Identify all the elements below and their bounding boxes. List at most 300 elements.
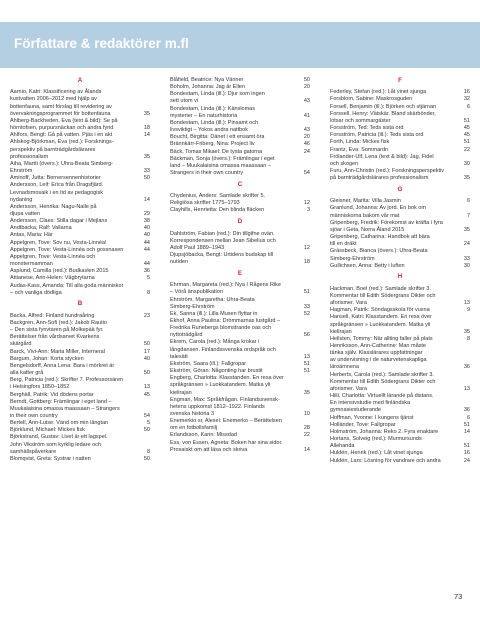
entry-line: Berg, Patricia (red.): Skrifter 7. Professorsären <box>10 377 124 384</box>
entry-page-number: 9 <box>466 307 470 314</box>
entry-line: Barck, Vivi-Ann: Maria Miller, Interneral <box>10 348 105 355</box>
entry-line: Berndt, Gottberg: Främlingar i eget land – <box>10 398 112 405</box>
entry-line: till en dräkt <box>330 241 357 248</box>
entry-line: – Vörå änspublikation <box>170 289 223 296</box>
entry-page-number: 50 <box>143 455 150 462</box>
entry-page-number: 8 <box>146 448 150 455</box>
entry-page-number: 45 <box>463 125 470 132</box>
index-entry <box>10 218 150 225</box>
entry-line: Backa, Alfred: Finland hundraåring <box>10 312 95 319</box>
entry-text <box>330 205 456 219</box>
entry-line: Appelgren, Tove: Vesta-Linnéa och <box>10 253 96 260</box>
entry-line: nydaning <box>10 196 33 203</box>
entry-line: Clayhills, Henrietta: Den blinda fläcken <box>170 207 265 214</box>
entry-text <box>330 111 456 125</box>
index-entry <box>10 456 150 463</box>
index-entry <box>170 440 310 454</box>
entry-text <box>10 399 136 420</box>
index-entry <box>10 268 150 275</box>
index-entry <box>330 220 470 234</box>
index-entry <box>170 368 310 375</box>
entry-page-number: 24 <box>463 457 470 464</box>
entry-line: tänka själv. Klasslärares uppfattningar <box>330 350 423 357</box>
index-entry <box>170 311 310 318</box>
entry-line: Kommentar till Edith Södergrans Dikter och <box>330 378 436 385</box>
entry-line: Korrespondensen mellan Jean Sibelius och <box>170 237 276 244</box>
entry-text <box>10 356 136 363</box>
entry-line: Aminoff, Jutta: Bernersennenhistorier <box>10 175 101 182</box>
entry-page-number: 12 <box>303 244 310 251</box>
entry-text <box>10 182 136 203</box>
entry-page-number: 13 <box>463 300 470 307</box>
index-entry <box>330 104 470 111</box>
index-entry <box>170 91 310 105</box>
entry-text <box>170 318 296 339</box>
index-entry <box>330 458 470 465</box>
entry-page-number: 40 <box>143 355 150 362</box>
entry-page-number: 54 <box>143 412 150 419</box>
entry-text <box>10 420 136 427</box>
entry-page-number: 6 <box>466 198 470 205</box>
entry-text <box>10 204 136 218</box>
entry-text <box>170 91 296 105</box>
entry-page-number: 54 <box>303 170 310 177</box>
index-column-2 <box>170 77 310 454</box>
entry-line: Björkstrand, Gustav: Livet är ett lagspel. <box>10 434 108 441</box>
entry-page-number: 50 <box>143 427 150 434</box>
entry-text <box>170 231 296 252</box>
entry-page-number: 7 <box>466 212 470 219</box>
index-entry <box>170 149 310 156</box>
index-entry <box>330 422 470 429</box>
entry-text <box>330 450 456 457</box>
entry-line: Hortans, Solveig (red.): Murmursunds <box>330 436 422 443</box>
entry-line: språkgränsen » Luokkatandem. Matka yli <box>170 382 271 389</box>
index-entry <box>170 84 310 91</box>
entry-text <box>10 240 136 247</box>
title-banner <box>0 22 480 68</box>
entry-line: Forth, Linda: Mickes fisk <box>330 139 390 146</box>
entry-text <box>10 132 136 139</box>
entry-text <box>10 247 136 254</box>
entry-page-number: 51 <box>463 139 470 146</box>
entry-line: Boholm, Johanna: Jag är Ellen <box>170 84 245 91</box>
entry-page-number: 16 <box>463 89 470 96</box>
entry-text <box>330 436 456 450</box>
entry-page-number: 51 <box>303 289 310 296</box>
entry-line: Huldén, Lars: Lösning för vandrare och andra <box>330 457 441 464</box>
entry-page-number: 13 <box>463 385 470 392</box>
index-entry <box>170 339 310 360</box>
entry-line: Ekström, Göran: Någonting har brustit <box>170 368 263 375</box>
section-letter-heading: A <box>77 77 83 84</box>
entry-line: Berghäll, Patrik: Vid dödens portar <box>10 391 94 398</box>
entry-line: Erlandsson, Karin: Missdad <box>170 432 237 439</box>
entry-page-number: 33 <box>463 255 470 262</box>
entry-line: Huldén, Henrik (red.): Låt vinet sjunga <box>330 450 423 457</box>
index-entry <box>330 139 470 146</box>
entry-text <box>10 275 136 282</box>
entry-text <box>330 286 456 307</box>
index-entry <box>170 193 310 207</box>
entry-line: kustvatten 2006–2012 med hjälp av <box>10 96 97 103</box>
section-letter-heading: C <box>237 180 243 188</box>
index-entry <box>10 356 150 363</box>
index-entry <box>330 415 470 422</box>
entry-line: Kommentar till Edith Södergrans Dikter och <box>330 292 436 299</box>
entry-page-number: 10 <box>303 411 310 418</box>
section-letter-heading: D <box>237 218 243 226</box>
entry-text <box>10 225 136 232</box>
entry-text <box>10 139 136 160</box>
entry-line: Holländer, Tove: Fallgropar <box>330 421 396 428</box>
entry-line: Prosaiskt om att läsa och skriva <box>170 446 248 453</box>
entry-text <box>330 248 456 262</box>
entry-text <box>10 254 136 268</box>
page-number: 73 <box>454 592 463 601</box>
entry-text <box>10 313 136 320</box>
index-entry <box>10 182 150 203</box>
entry-text <box>10 363 136 377</box>
entry-text <box>10 268 136 275</box>
entry-line: Boucht, Birgitta: Dänet i ett ensamt öra <box>170 134 265 141</box>
index-entry <box>10 363 150 377</box>
entry-page-number: 40 <box>143 232 150 239</box>
entry-page-number: 14 <box>143 132 150 139</box>
entry-line: Ahlberg-Backheden, Eva (text & bild): Se på <box>10 117 118 124</box>
entry-text <box>10 320 136 349</box>
entry-text <box>170 375 296 396</box>
entry-text <box>330 415 456 422</box>
entry-line: John Vikström som kyrklig ledare och <box>10 441 101 448</box>
entry-page-number: 45 <box>143 391 150 398</box>
entry-line: Attianese, Ann-Helen: Vägbrytarna <box>10 275 95 282</box>
entry-line: Ehrman, Margareta (red.): Nya I Rågens Rike <box>170 282 281 289</box>
entry-line: Aiha, Martti (övers.): Uhra-Beata Simberg- <box>10 160 114 167</box>
index-entry <box>330 132 470 139</box>
entry-page-number: 6 <box>466 414 470 421</box>
entry-line: En intensivstudie med finländska <box>330 400 411 407</box>
entry-line: människorna bakom vår mat <box>330 212 400 219</box>
entry-page-number: 14 <box>463 428 470 435</box>
entry-line: Ekström, Saara (ill.): Fallgropar <box>170 360 247 367</box>
entry-line: – Den sista fynvtaren på Molkepää fyr. <box>10 327 104 334</box>
entry-text <box>330 314 456 335</box>
entry-line: gymnasiestuderande <box>330 407 382 414</box>
section-letter-heading: E <box>237 269 243 277</box>
entry-text <box>10 349 136 356</box>
entry-line: Religiösa skrifter 1775–1793 <box>170 200 240 207</box>
entry-line: Hellsten, Tommy: När allting faller på plats <box>330 335 433 342</box>
index-entry <box>330 89 470 96</box>
entry-line: Gripenberg, Fredrik: Förekomst av kräfta i fyra <box>330 219 443 226</box>
index-entry <box>10 139 150 160</box>
entry-line: Muukalaisina omassa maassaan – Strangers <box>10 405 120 412</box>
entry-page-number: 36 <box>463 407 470 414</box>
index-entry <box>170 207 310 214</box>
entry-line: perspektiv på barnträdgårdslärares <box>10 146 96 153</box>
index-entry <box>10 434 150 455</box>
index-entry <box>330 314 470 335</box>
page-title: Författare & redaktörer m.fl <box>14 36 189 51</box>
entry-text <box>330 125 456 132</box>
entry-line: talesätt <box>170 353 188 360</box>
entry-page-number: 51 <box>463 421 470 428</box>
index-entry <box>170 77 310 84</box>
entry-line: aforismer. Vara <box>330 300 367 307</box>
entry-line: Hansell, Katri: Klasstandem. En resa över <box>330 314 432 321</box>
entry-page-number: 18 <box>143 125 150 132</box>
index-entry <box>330 168 470 182</box>
entry-page-number: 35 <box>143 110 150 117</box>
entry-line: alla katter grå <box>10 370 44 377</box>
index-entry <box>170 120 310 134</box>
entry-line: livsviktigt – Yokos andra nattbok <box>170 127 248 134</box>
entry-line: i Helsingfors 1850–1852 <box>10 384 70 391</box>
entry-line: in their own country <box>10 412 58 419</box>
entry-text <box>170 207 296 214</box>
entry-text <box>10 283 136 297</box>
entry-line: Ahlskog-Björkman, Eva (red.): Forsknings- <box>10 139 114 146</box>
entry-line: Furu, Ann-Christin (red.): Forskningsperspektiv <box>330 168 445 175</box>
entry-line: Hagman, Patrik: Söndagsskola för vuxna <box>330 307 430 314</box>
entry-text <box>170 141 296 148</box>
entry-line: Forsström, Ted: Teds sista ord <box>330 125 404 132</box>
entry-page-number: 33 <box>303 303 310 310</box>
index-entry <box>330 436 470 450</box>
entry-page-number: 44 <box>143 261 150 268</box>
section-letter-heading: G <box>397 185 403 193</box>
index-entry <box>10 427 150 434</box>
entry-line: Ekhof, Anna Paulina: Drömmarnas lustgård – <box>170 317 281 324</box>
entry-line: övervakningsprogrammet för bottenfauna <box>10 110 111 117</box>
section-letter-heading: H <box>397 273 403 281</box>
entry-page-number: 16 <box>463 450 470 457</box>
index-entry <box>330 248 470 262</box>
entry-line: professionalism <box>10 153 49 160</box>
entry-page-number: 32 <box>463 96 470 103</box>
entry-text <box>10 89 136 118</box>
entry-page-number: 40 <box>143 225 150 232</box>
entry-line: Audas-Kass, Amanda: Till alla goda människor <box>10 282 124 289</box>
entry-line: Grässbeck, Bianca (övers.): Uhra-Beata <box>330 248 428 255</box>
index-entry <box>330 96 470 103</box>
entry-page-number: 13 <box>143 384 150 391</box>
index-entry <box>170 297 310 311</box>
index-entry <box>170 156 310 177</box>
entry-line: Dahlström, Fabian (red.): Din tillgifne ovän. <box>170 230 275 237</box>
index-entry <box>330 147 470 154</box>
entry-line: Bondestam, Linda (ill.): Djur som ingen <box>170 91 265 98</box>
entry-line: Aarnio, Katri: Klassificering av Ålands <box>10 89 102 96</box>
entry-text <box>330 393 456 414</box>
entry-page-number: 51 <box>463 117 470 124</box>
entry-line: lotsar och sommargäster <box>330 117 391 124</box>
entry-text <box>10 161 136 175</box>
entry-text <box>170 339 296 360</box>
entry-page-number: 8 <box>466 335 470 342</box>
entry-line: Blåfield, Beatrice: Nya Vänner <box>170 77 244 83</box>
entry-page-number: 50 <box>143 175 150 182</box>
entry-text <box>330 422 456 429</box>
entry-page-number: 14 <box>303 446 310 453</box>
entry-line: Frantz, Eva: Sommardn <box>330 146 389 153</box>
entry-page-number: 22 <box>463 146 470 153</box>
entry-text <box>330 132 456 139</box>
entry-text <box>170 368 296 375</box>
entry-page-number: 12 <box>303 200 310 207</box>
index-entry <box>330 372 470 393</box>
section-letter-heading: F <box>398 77 402 84</box>
index-entry <box>10 247 150 254</box>
entry-line: hörntofsen, purpursnäckan och andra fynd <box>10 125 114 132</box>
entry-line: djupa vatten <box>10 210 40 217</box>
entry-text <box>170 77 296 84</box>
entry-line: Strangers in their own country <box>170 170 244 177</box>
entry-page-number: 13 <box>303 353 310 360</box>
entry-line: Chydenius, Anders: Samlade skrifter 5. <box>170 193 266 200</box>
index-entry <box>170 397 310 418</box>
entry-page-number: 45 <box>463 132 470 139</box>
entry-page-number: 18 <box>303 259 310 266</box>
index-entry <box>330 111 470 125</box>
entry-text <box>170 297 296 311</box>
entry-page-number: 50 <box>303 77 310 83</box>
entry-line: Gripenberg, Catharina: Handbok att bära <box>330 234 430 241</box>
entry-text <box>330 343 456 372</box>
index-entry <box>10 225 150 232</box>
entry-text <box>170 84 296 91</box>
entry-page-number: 30 <box>463 160 470 167</box>
entry-page-number: 36 <box>143 268 150 275</box>
entry-page-number: 5 <box>146 275 150 282</box>
index-column-1 <box>10 77 150 463</box>
index-entry <box>10 283 150 297</box>
entry-page-number: 52 <box>303 310 310 317</box>
index-entry <box>10 132 150 139</box>
entry-text <box>170 397 296 418</box>
entry-line: Andersson, Leif: Erica från Dragsfjärd. <box>10 182 104 189</box>
entry-line: Adolf Paul 1889–1943 <box>170 244 225 251</box>
index-entry <box>10 275 150 282</box>
entry-page-number: 41 <box>303 112 310 119</box>
entry-line: Forssell, Henry: Vätskär. Bland skärbönder, <box>330 110 436 117</box>
entry-line: Antas, Maria: Här <box>10 232 53 239</box>
entry-line: Blomqvist, Greta: Systrar i natten <box>10 455 91 462</box>
entry-text <box>330 234 456 248</box>
entry-line: Engberg, Charlotta: Klasstanden. En resa över <box>170 375 284 382</box>
index-entry <box>10 232 150 239</box>
entry-page-number: 44 <box>143 246 150 253</box>
entry-text <box>170 418 296 432</box>
index-entry <box>170 418 310 432</box>
entry-page-number: 35 <box>303 389 310 396</box>
entry-line: monstermamman <box>10 261 53 268</box>
index-entry <box>10 118 150 125</box>
index-entry <box>10 349 150 356</box>
entry-page-number: 43 <box>303 98 310 105</box>
index-entry <box>170 432 310 439</box>
index-entry <box>330 234 470 248</box>
section-letter-heading: B <box>77 300 83 308</box>
entry-page-number: 35 <box>463 226 470 233</box>
entry-text <box>10 377 136 391</box>
entry-page-number: 51 <box>303 360 310 367</box>
index-entry <box>330 343 470 372</box>
index-entry <box>170 375 310 396</box>
index-entry <box>170 231 310 252</box>
entry-line: Ek, Sanna (ill.): Lilla Musen flyttar in <box>170 310 258 317</box>
entry-line: Allehanda <box>330 443 355 450</box>
entry-line: Forsström, Patricia (ill.): Teds sista ord <box>330 132 424 139</box>
entry-line: Federley, Stefan (red.): Låt vinet sjunga <box>330 89 427 96</box>
entry-line: långdansen. Finlandssvenska ordspråk och <box>170 346 276 353</box>
index-entry <box>170 141 310 148</box>
entry-text <box>330 96 456 103</box>
entry-page-number: 30 <box>463 262 470 269</box>
entry-page-number: 33 <box>143 168 150 175</box>
entry-line: Simberg-Ehrström <box>330 255 375 262</box>
entry-text <box>330 104 456 111</box>
entry-text <box>330 336 456 343</box>
entry-text <box>330 263 456 270</box>
entry-text <box>170 252 296 266</box>
entry-page-number: 20 <box>303 134 310 141</box>
index-entry <box>170 106 310 120</box>
entry-line: och skogen <box>330 160 359 167</box>
entry-line: Appelgren, Tove: Vesta-Linnéa och gossnasen <box>10 246 124 253</box>
entry-text <box>170 149 296 156</box>
entry-page-number: 35 <box>143 153 150 160</box>
entry-line: kielirajan <box>170 389 192 396</box>
entry-line: Gullichsen, Anna: Betty i luften <box>330 262 405 269</box>
entry-line: Backgren, Ann-Sofi (red.): Jakob Rautio <box>10 319 107 326</box>
entry-page-number: 56 <box>303 332 310 339</box>
entry-line: Ekrem, Carola (red.): Många krokar i <box>170 339 260 346</box>
index-entry <box>10 313 150 320</box>
index-entry <box>170 318 310 339</box>
entry-text <box>330 429 456 436</box>
entry-page-number: 23 <box>143 312 150 319</box>
entry-page-number: 14 <box>143 196 150 203</box>
index-entry <box>10 399 150 420</box>
index-entry <box>330 198 470 205</box>
entry-line: läroämnena <box>330 364 360 371</box>
entry-line: Gleisner, Marita: Villa Jasmin <box>330 198 401 205</box>
entry-line: sett utom vi <box>170 98 199 105</box>
index-entry <box>10 89 150 118</box>
entry-line: Berättelser från vårdsarvet Kvarkens <box>10 334 100 341</box>
entry-text <box>170 106 296 120</box>
entry-page-number: 8 <box>146 289 150 296</box>
entry-text <box>170 361 296 368</box>
entry-text <box>10 232 136 239</box>
entry-page-number: 44 <box>143 239 150 246</box>
entry-page-number: 3 <box>306 207 310 214</box>
entry-line: bottenfauna, samt förslag till revidering av <box>10 103 112 110</box>
entry-text <box>170 120 296 134</box>
entry-line: Andtbacka, Ralf: Vallarna <box>10 225 72 232</box>
index-entry <box>10 161 150 175</box>
entry-line: Forsell, Benjamin (ill.): Björken och stjärnan <box>330 103 437 110</box>
entry-text <box>330 458 456 465</box>
entry-line: Bäck, Tomas Mikael: De tysta gatorna <box>170 148 263 155</box>
entry-line: Forsblom, Sabine: Maskrosguden <box>330 96 413 103</box>
index-entry <box>330 393 470 414</box>
entry-line: Frölander-Ulf, Lena (text & bild): Jag, Fidel <box>330 153 434 160</box>
index-column-3 <box>330 77 470 465</box>
entry-line: svenska historia 3 <box>170 411 215 418</box>
